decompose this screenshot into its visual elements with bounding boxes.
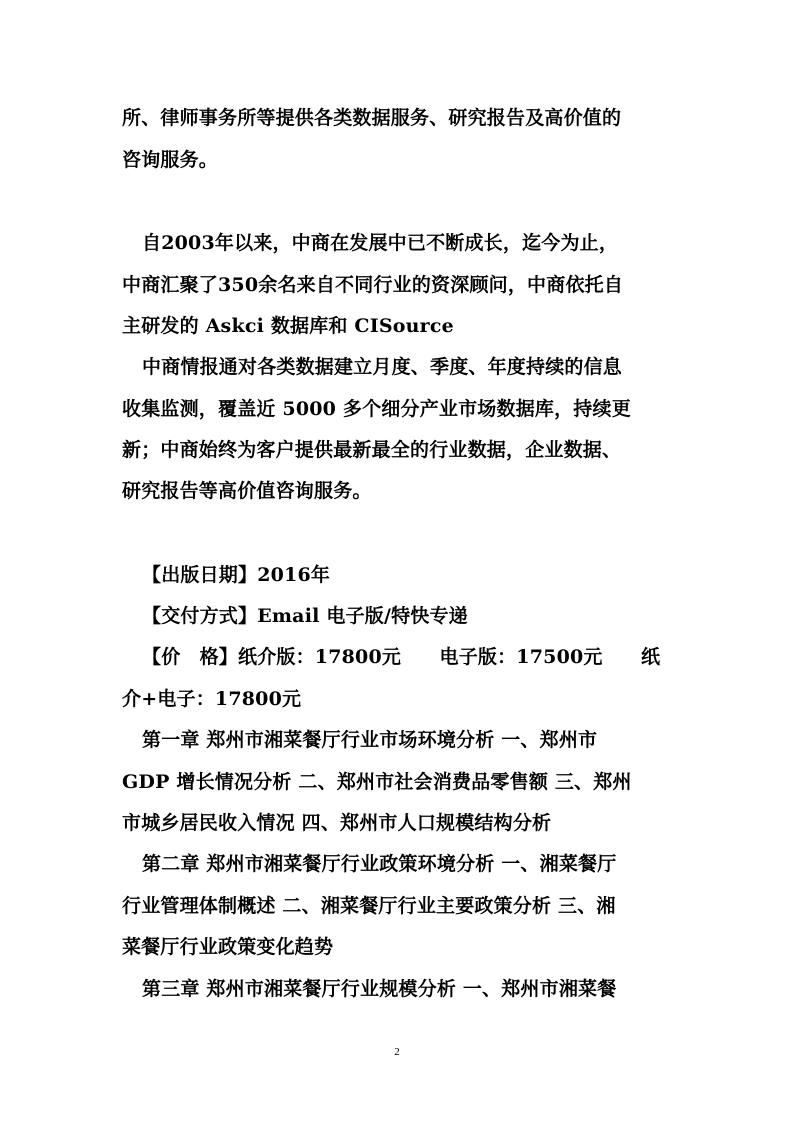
service-line-3: 新；中商始终为客户提供最新最全的行业数据，企业数据、 (122, 439, 622, 461)
history-line-3: 主研发的 Askci 数据库和 CISource (122, 315, 454, 337)
service-line-2: 收集监测，覆盖近 5000 多个细分产业市场数据库，持续更 (122, 398, 631, 420)
delivery-method: 【交付方式】Email 电子版/特快专递 (142, 605, 468, 627)
chapter3-line-1: 第三章 郑州市湘菜餐厅行业规模分析 一、郑州市湘菜餐 (142, 978, 617, 1000)
publication-date: 【出版日期】2016年 (142, 564, 331, 586)
chapter1-line-1: 第一章 郑州市湘菜餐厅行业市场环境分析 一、郑州市 (142, 729, 598, 751)
chapter2-line-1: 第二章 郑州市湘菜餐厅行业政策环境分析 一、湘菜餐厅 (142, 853, 617, 875)
chapter1-line-3: 市城乡居民收入情况 四、郑州市人口规模结构分析 (122, 812, 552, 834)
intro-line-1: 所、律师事务所等提供各类数据服务、研究报告及高价值的 (122, 107, 622, 129)
history-line-2: 中商汇聚了350余名来自不同行业的资深顾问，中商依托自 (122, 274, 624, 296)
chapter1-line-2: GDP 增长情况分析 二、郑州市社会消费品零售额 三、郑州 (122, 771, 632, 793)
price-line-1: 【价 格】纸介版：17800元 电子版：17500元 纸 (142, 646, 661, 668)
price-line-2: 介+电子：17800元 (122, 688, 302, 710)
history-line-1: 自2003年以来，中商在发展中已不断成长，迄今为止， (142, 232, 619, 254)
service-line-4: 研究报告等高价值咨询服务。 (122, 480, 372, 502)
page-number: 2 (394, 1046, 400, 1058)
chapter2-line-2: 行业管理体制概述 二、湘菜餐厅行业主要政策分析 三、湘 (122, 895, 616, 917)
chapter2-line-3: 菜餐厅行业政策变化趋势 (122, 936, 334, 958)
service-line-1: 中商情报通对各类数据建立月度、季度、年度持续的信息 (142, 356, 623, 378)
intro-line-2: 咨询服务。 (122, 149, 219, 171)
